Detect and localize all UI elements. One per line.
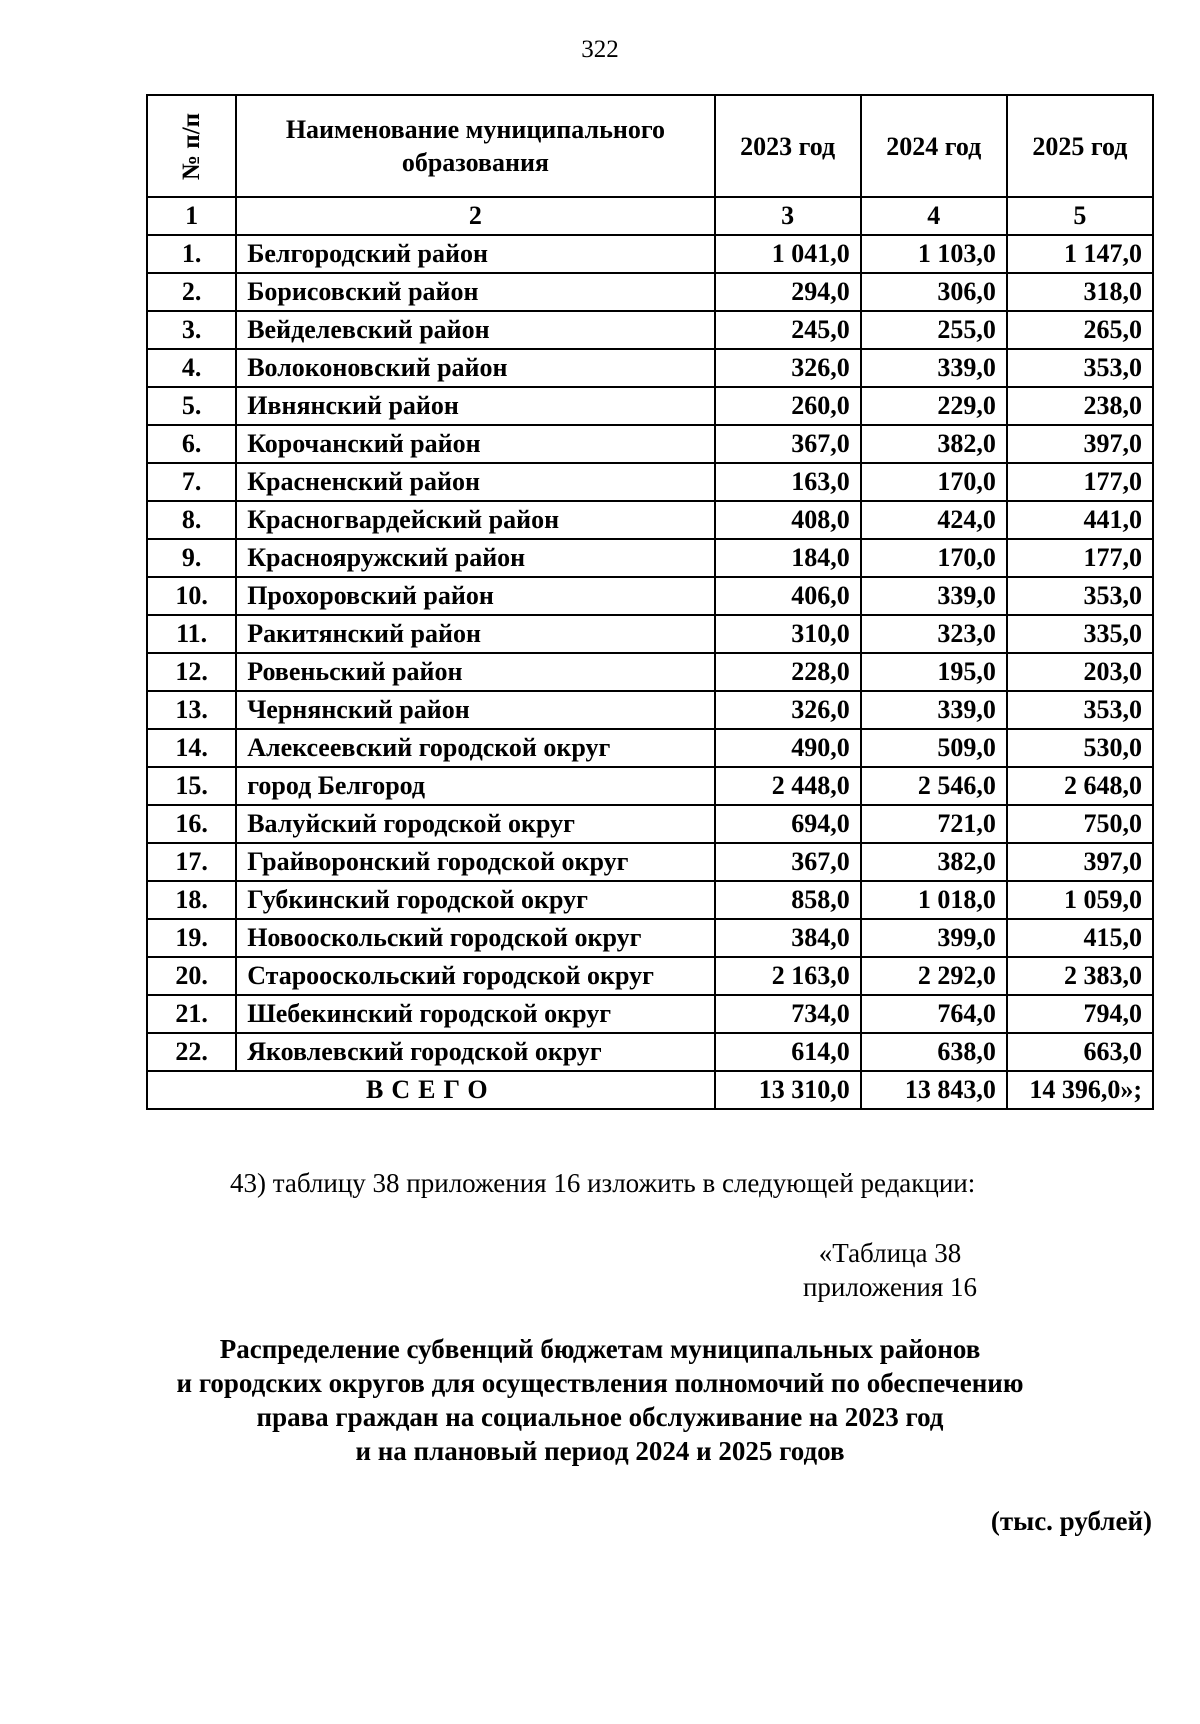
row-number: 16. [147, 805, 236, 843]
municipality-name: Яковлевский городской округ [236, 1033, 714, 1071]
value-2023: 367,0 [715, 843, 861, 881]
value-2024: 2 292,0 [861, 957, 1007, 995]
table-reference [770, 1236, 1010, 1304]
value-2023: 614,0 [715, 1033, 861, 1071]
value-2025: 265,0 [1007, 311, 1153, 349]
municipality-name: Ракитянский район [236, 615, 714, 653]
municipality-name: Губкинский городской округ [236, 881, 714, 919]
municipality-name: Красненский район [236, 463, 714, 501]
value-2025: 177,0 [1007, 539, 1153, 577]
value-2025: 441,0 [1007, 501, 1153, 539]
row-number: 14. [147, 729, 236, 767]
value-2023: 310,0 [715, 615, 861, 653]
municipality-name: Ровеньский район [236, 653, 714, 691]
value-2025: 663,0 [1007, 1033, 1153, 1071]
row-number: 4. [147, 349, 236, 387]
municipality-name: Волоконовский район [236, 349, 714, 387]
table-row [147, 387, 1153, 425]
value-2024: 1 018,0 [861, 881, 1007, 919]
total-label: ВСЕГО [147, 1071, 715, 1109]
municipality-name: Вейделевский район [236, 311, 714, 349]
value-2024: 399,0 [861, 919, 1007, 957]
page-number: 322 [581, 36, 619, 63]
table-row [147, 805, 1153, 843]
value-2025: 397,0 [1007, 425, 1153, 463]
table-row [147, 539, 1153, 577]
row-number: 8. [147, 501, 236, 539]
value-2025: 238,0 [1007, 387, 1153, 425]
column-number-row [147, 197, 1153, 235]
value-2025: 353,0 [1007, 349, 1153, 387]
row-number: 1. [147, 235, 236, 273]
municipality-name: Красногвардейский район [236, 501, 714, 539]
table-row [147, 273, 1153, 311]
value-2025: 203,0 [1007, 653, 1153, 691]
municipality-name: Ивнянский район [236, 387, 714, 425]
table-row [147, 995, 1153, 1033]
row-number: 12. [147, 653, 236, 691]
value-2023: 694,0 [715, 805, 861, 843]
value-2025: 177,0 [1007, 463, 1153, 501]
row-number: 20. [147, 957, 236, 995]
value-2024: 339,0 [861, 577, 1007, 615]
document-title [140, 1332, 1060, 1468]
table-row [147, 767, 1153, 805]
value-2024: 306,0 [861, 273, 1007, 311]
value-2023: 2 448,0 [715, 767, 861, 805]
table-row [147, 691, 1153, 729]
value-2023: 734,0 [715, 995, 861, 1033]
value-2024: 638,0 [861, 1033, 1007, 1071]
total-2025: 14 396,0»; [1007, 1071, 1153, 1109]
value-2024: 323,0 [861, 615, 1007, 653]
value-2025: 750,0 [1007, 805, 1153, 843]
table-reference-line: «Таблица 38 [818, 1238, 962, 1268]
table-row [147, 615, 1153, 653]
value-2023: 163,0 [715, 463, 861, 501]
municipality-name: город Белгород [236, 767, 714, 805]
municipality-name: Старооскольский городской округ [236, 957, 714, 995]
row-number: 21. [147, 995, 236, 1033]
row-number: 2. [147, 273, 236, 311]
value-2024: 255,0 [861, 311, 1007, 349]
title-line: и городских округов для осуществления полномочий по обеспечению [176, 1368, 1024, 1398]
value-2024: 195,0 [861, 653, 1007, 691]
value-2023: 408,0 [715, 501, 861, 539]
value-2025: 397,0 [1007, 843, 1153, 881]
column-number: 2 [236, 197, 714, 235]
row-number: 9. [147, 539, 236, 577]
municipality-name: Краснояружский район [236, 539, 714, 577]
value-2025: 1 147,0 [1007, 235, 1153, 273]
value-2023: 184,0 [715, 539, 861, 577]
value-2025: 318,0 [1007, 273, 1153, 311]
row-number: 10. [147, 577, 236, 615]
value-2023: 260,0 [715, 387, 861, 425]
value-2025: 335,0 [1007, 615, 1153, 653]
table-row [147, 653, 1153, 691]
value-2024: 382,0 [861, 843, 1007, 881]
column-number: 3 [715, 197, 861, 235]
municipality-name: Прохоровский район [236, 577, 714, 615]
value-2023: 1 041,0 [715, 235, 861, 273]
column-number: 4 [861, 197, 1007, 235]
amendment-instruction: 43) таблицу 38 приложения 16 изложить в следующей редакции: [230, 1168, 976, 1198]
value-2023: 294,0 [715, 273, 861, 311]
header-2025: 2025 год [1007, 95, 1153, 197]
value-2023: 367,0 [715, 425, 861, 463]
table-row [147, 425, 1153, 463]
value-2025: 2 648,0 [1007, 767, 1153, 805]
municipality-name: Шебекинский городской округ [236, 995, 714, 1033]
municipality-name: Новооскольский городской округ [236, 919, 714, 957]
table-row [147, 1033, 1153, 1071]
table-body [147, 235, 1153, 1071]
value-2025: 1 059,0 [1007, 881, 1153, 919]
subsidy-table [146, 94, 1154, 1110]
row-number: 6. [147, 425, 236, 463]
table-header-row [147, 95, 1153, 197]
row-number: 11. [147, 615, 236, 653]
row-number: 17. [147, 843, 236, 881]
value-2023: 245,0 [715, 311, 861, 349]
value-2024: 339,0 [861, 349, 1007, 387]
value-2024: 2 546,0 [861, 767, 1007, 805]
municipality-name: Грайворонский городской округ [236, 843, 714, 881]
title-line: Распределение субвенций бюджетам муниципальных районов [219, 1334, 981, 1364]
table-row [147, 463, 1153, 501]
value-2023: 490,0 [715, 729, 861, 767]
municipality-name: Алексеевский городской округ [236, 729, 714, 767]
row-number: 3. [147, 311, 236, 349]
table-row [147, 577, 1153, 615]
value-2024: 764,0 [861, 995, 1007, 1033]
table-row [147, 919, 1153, 957]
value-2024: 424,0 [861, 501, 1007, 539]
value-2024: 229,0 [861, 387, 1007, 425]
value-2025: 2 383,0 [1007, 957, 1153, 995]
row-number: 7. [147, 463, 236, 501]
value-2023: 326,0 [715, 691, 861, 729]
title-line: права граждан на социальное обслуживание на 2023 год [256, 1402, 944, 1432]
row-number: 5. [147, 387, 236, 425]
total-2024: 13 843,0 [861, 1071, 1007, 1109]
total-2023: 13 310,0 [715, 1071, 861, 1109]
table-reference-line: приложения 16 [802, 1272, 978, 1302]
municipality-name: Валуйский городской округ [236, 805, 714, 843]
table-row [147, 311, 1153, 349]
value-2023: 384,0 [715, 919, 861, 957]
row-number: 15. [147, 767, 236, 805]
municipality-name: Чернянский район [236, 691, 714, 729]
header-number: № п/п [147, 95, 236, 197]
value-2023: 2 163,0 [715, 957, 861, 995]
table-row [147, 349, 1153, 387]
row-number: 18. [147, 881, 236, 919]
value-2024: 382,0 [861, 425, 1007, 463]
municipality-name: Борисовский район [236, 273, 714, 311]
value-2025: 353,0 [1007, 577, 1153, 615]
column-number: 5 [1007, 197, 1153, 235]
value-2023: 858,0 [715, 881, 861, 919]
row-number: 19. [147, 919, 236, 957]
value-2025: 353,0 [1007, 691, 1153, 729]
value-2025: 530,0 [1007, 729, 1153, 767]
value-2023: 228,0 [715, 653, 861, 691]
value-2024: 170,0 [861, 463, 1007, 501]
units-label: (тыс. рублей) [990, 1506, 1152, 1536]
table-row [147, 957, 1153, 995]
table-row [147, 881, 1153, 919]
value-2024: 1 103,0 [861, 235, 1007, 273]
municipality-name: Корочанский район [236, 425, 714, 463]
municipality-name: Белгородский район [236, 235, 714, 273]
table-row [147, 729, 1153, 767]
column-number: 1 [147, 197, 236, 235]
table-row [147, 843, 1153, 881]
header-municipality: Наименование муниципального образования [236, 95, 714, 197]
header-2024: 2024 год [861, 95, 1007, 197]
value-2023: 326,0 [715, 349, 861, 387]
header-2023: 2023 год [715, 95, 861, 197]
row-number: 13. [147, 691, 236, 729]
value-2025: 794,0 [1007, 995, 1153, 1033]
total-row [147, 1071, 1153, 1109]
value-2024: 721,0 [861, 805, 1007, 843]
value-2024: 170,0 [861, 539, 1007, 577]
row-number: 22. [147, 1033, 236, 1071]
value-2024: 339,0 [861, 691, 1007, 729]
value-2023: 406,0 [715, 577, 861, 615]
value-2024: 509,0 [861, 729, 1007, 767]
value-2025: 415,0 [1007, 919, 1153, 957]
table-row [147, 235, 1153, 273]
table-row [147, 501, 1153, 539]
title-line: и на плановый период 2024 и 2025 годов [355, 1436, 845, 1466]
